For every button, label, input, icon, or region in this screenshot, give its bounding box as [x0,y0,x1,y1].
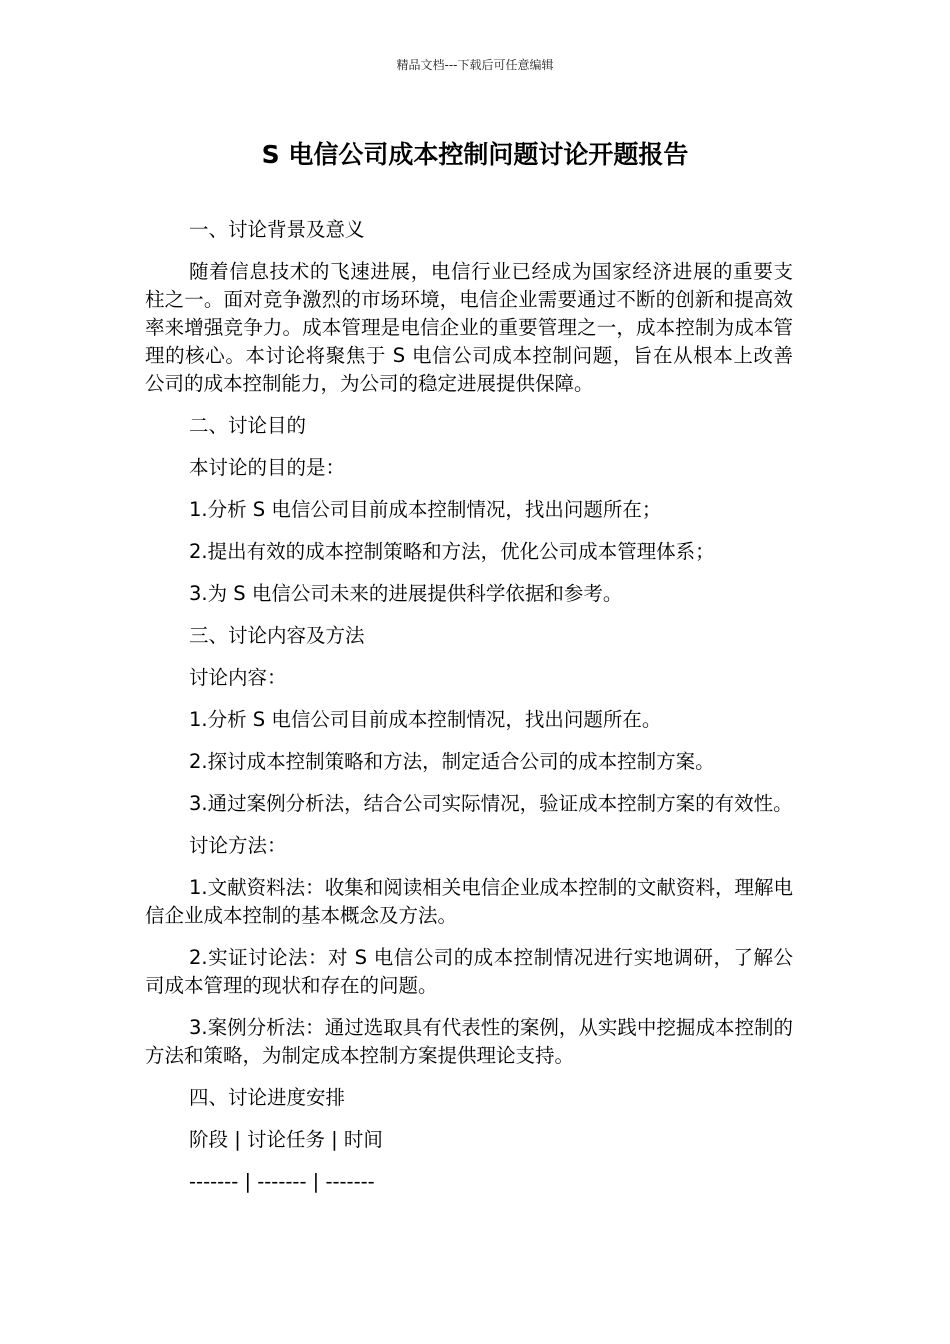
content-item-3: 3.通过案例分析法，结合公司实际情况，验证成本控制方案的有效性。 [189,792,793,815]
paragraph-content-intro: 讨论内容： [189,666,287,689]
schedule-table-header: 阶段 | 讨论任务 | 时间 [189,1128,383,1151]
document-title: S 电信公司成本控制问题讨论开题报告 [261,140,689,169]
paragraph-purpose-intro: 本讨论的目的是： [189,456,346,479]
purpose-item-3: 3.为 S 电信公司未来的进展提供科学依据和参考。 [189,582,623,605]
section-heading-schedule: 四、讨论进度安排 [189,1086,346,1109]
section-heading-content-methods: 三、讨论内容及方法 [189,624,365,647]
method-item-3: 3.案例分析法：通过选取具有代表性的案例，从实践中挖掘成本控制的方法和策略，为制定成本控制方案提供理论支持。 [145,1016,793,1067]
paragraph-methods-intro: 讨论方法： [189,834,287,857]
content-item-1: 1.分析 S 电信公司目前成本控制情况，找出问题所在。 [189,708,662,731]
method-item-1: 1.文献资料法：收集和阅读相关电信企业成本控制的文献资料，理解电信企业成本控制的基本概念及方法。 [145,876,793,927]
section-heading-purpose: 二、讨论目的 [189,414,307,437]
method-item-2: 2.实证讨论法：对 S 电信公司的成本控制情况进行实地调研，了解公司成本管理的现状和存在的问题。 [145,946,793,997]
purpose-item-2: 2.提出有效的成本控制策略和方法，优化公司成本管理体系； [189,540,715,563]
section-heading-background: 一、讨论背景及意义 [189,218,365,241]
schedule-table-separator: ------- | ------- | ------- [189,1170,375,1193]
paragraph-background: 随着信息技术的飞速进展，电信行业已经成为国家经济进展的重要支柱之一。面对竞争激烈的市场环境，电信企业需要通过不断的创新和提高效率来增强竞争力。成本管理是电信企业的重要管理之一，成本控制为成本管理的核心。本讨论将聚焦于 S 电信公司成本控制问题，旨在从根本上改善公司的成本控制能力，为公司的稳定进展提供保障。 [145,260,793,395]
purpose-item-1: 1.分析 S 电信公司目前成本控制情况，找出问题所在； [189,498,662,521]
header-note: 精品文档---下载后可任意编辑 [396,58,554,72]
content-item-2: 2.探讨成本控制策略和方法，制定适合公司的成本控制方案。 [189,750,715,773]
document-body [145,216,793,1210]
